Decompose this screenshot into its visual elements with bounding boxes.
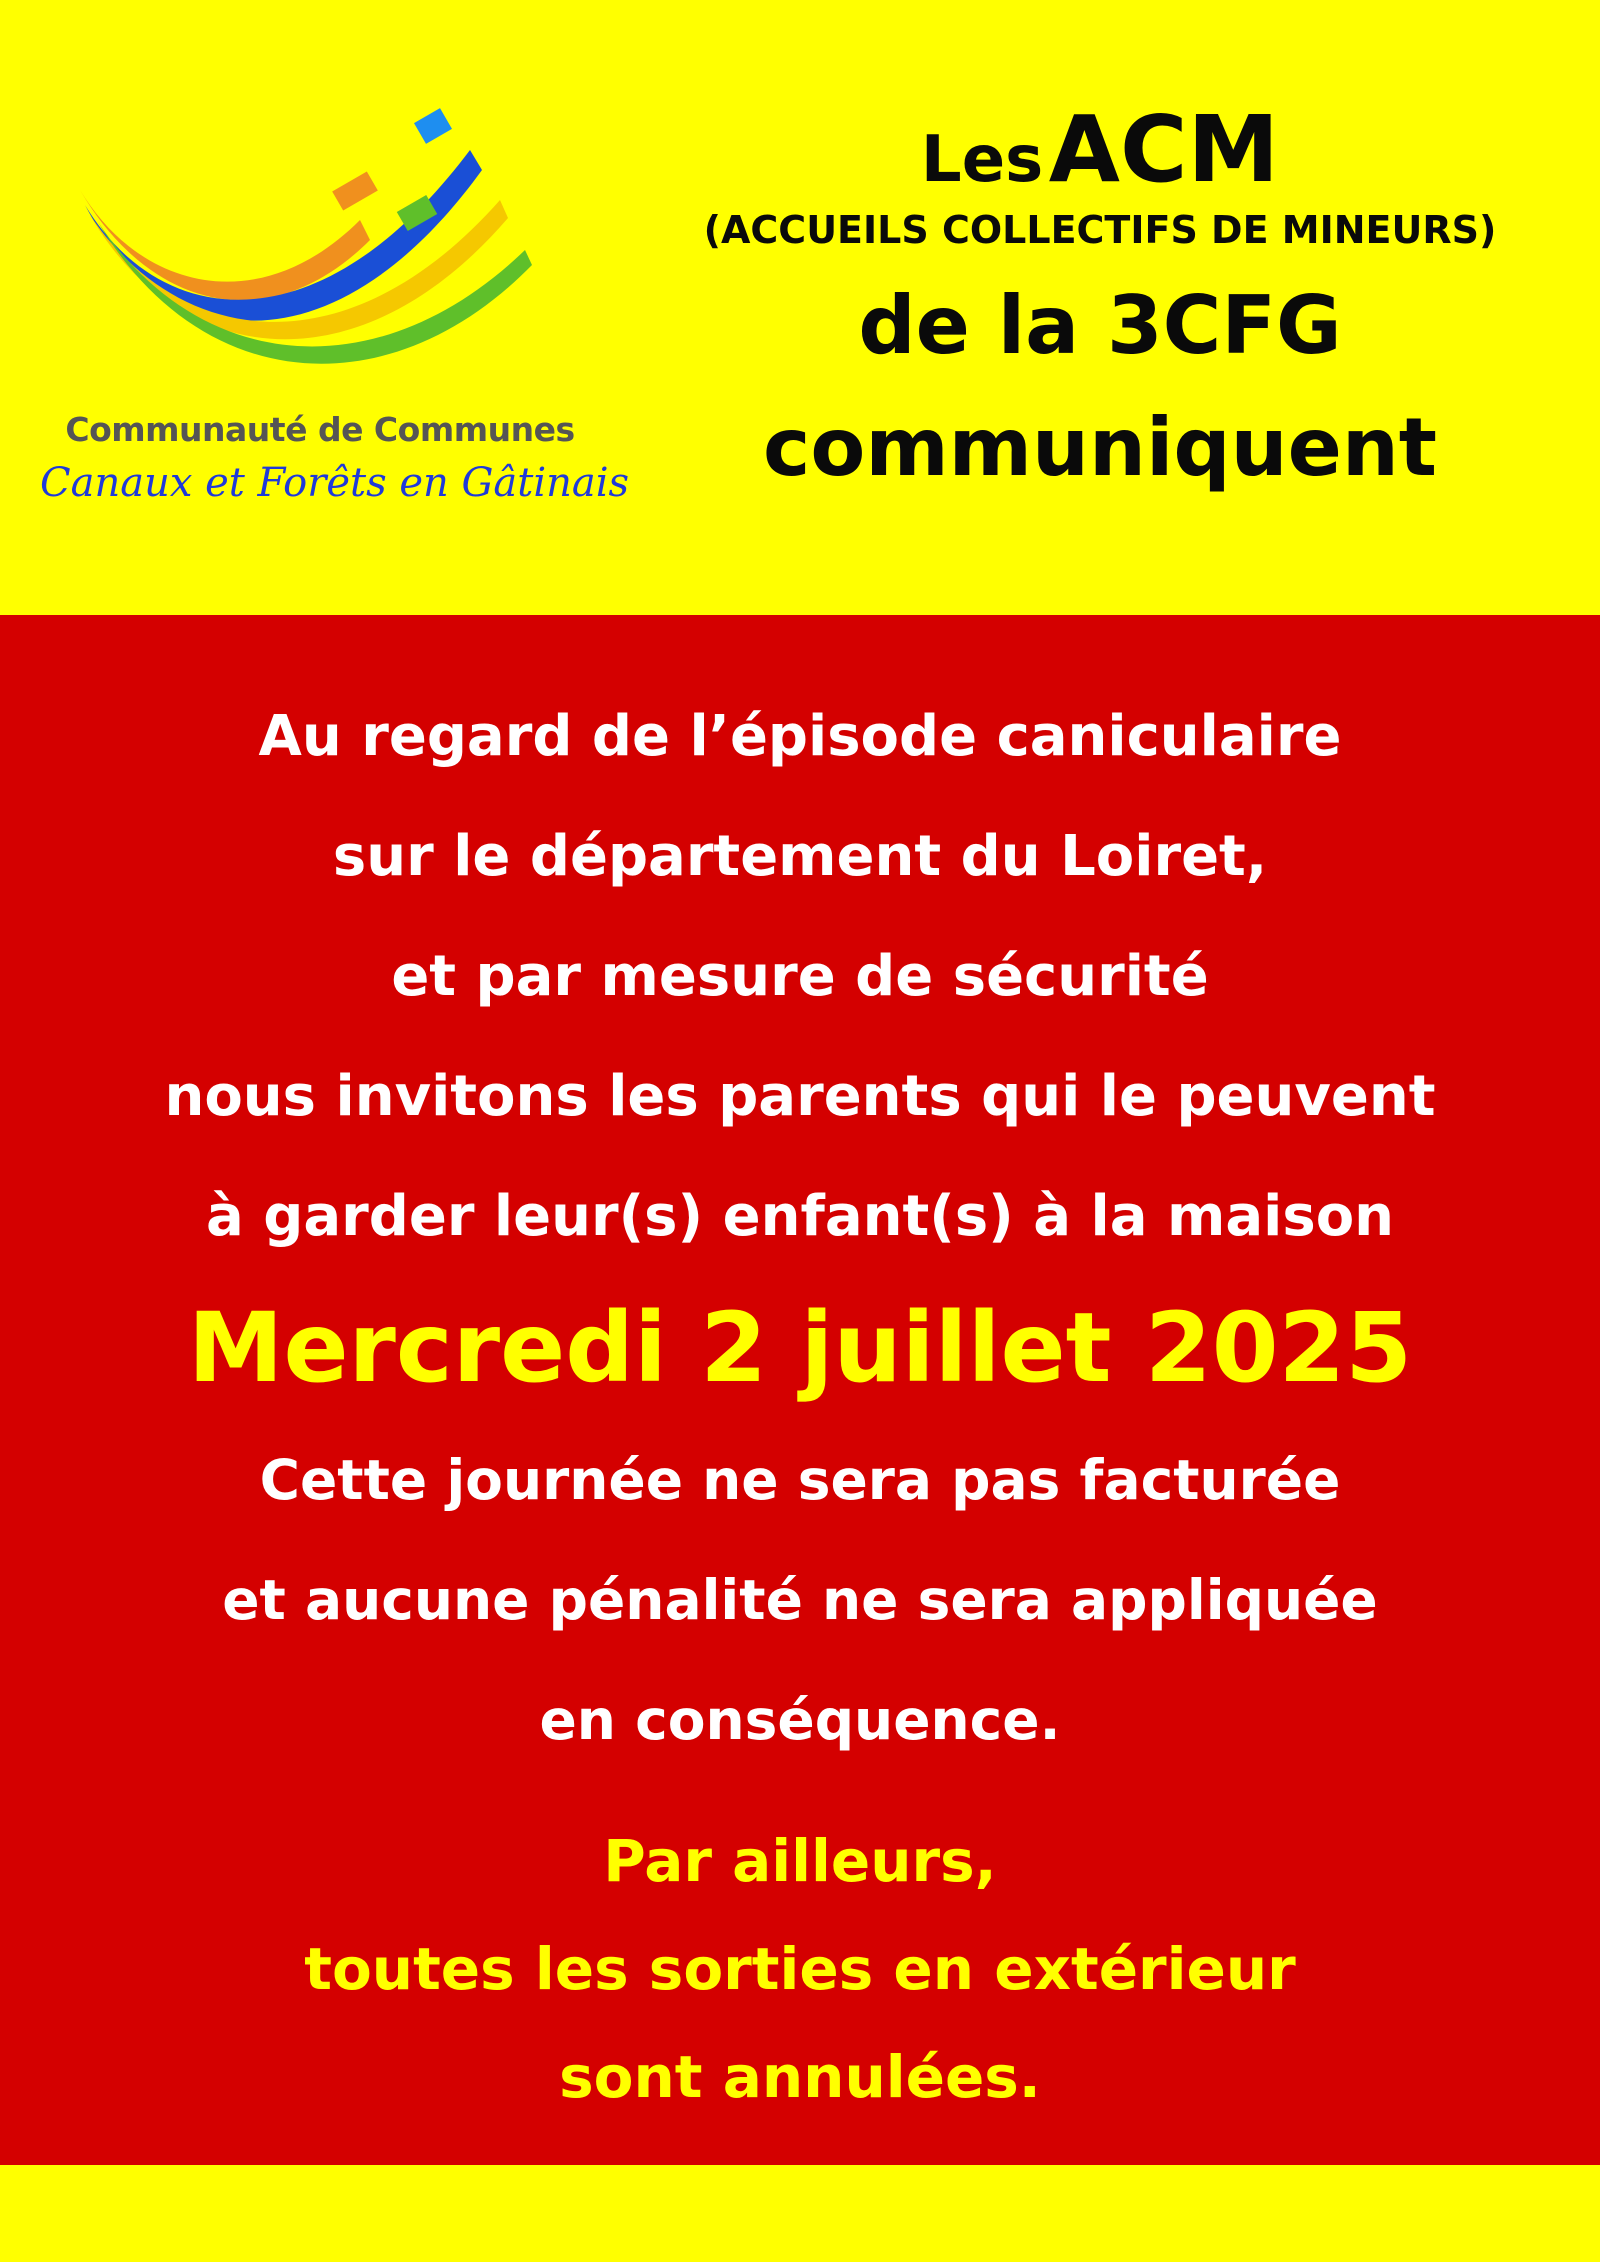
logo-territory-name: Canaux et Forêts en Gâtinais	[40, 460, 630, 506]
intro-line: à garder leur(s) enfant(s) à la maison	[205, 1184, 1395, 1249]
outings-line: toutes les sorties en extérieur	[304, 1935, 1296, 2003]
notice-date: Mercredi 2 juillet 2025	[187, 1292, 1413, 1404]
intro-line: et par mesure de sécurité	[391, 944, 1209, 1009]
logo	[40, 90, 630, 530]
intro-line: Au regard de l’épisode caniculaire	[258, 704, 1342, 769]
footer-band	[0, 2165, 1600, 2262]
logo-organization-name: Communauté de Communes	[65, 410, 575, 449]
title-les: Les	[920, 123, 1044, 197]
notice-band	[0, 615, 1600, 2165]
title-block	[620, 95, 1580, 509]
billing-line: en conséquence.	[539, 1688, 1061, 1752]
outings-line: sont annulées.	[559, 2043, 1041, 2111]
intro-line: nous invitons les parents qui le peuvent	[164, 1064, 1436, 1129]
outings-paragraph	[0, 1807, 1600, 2131]
title-subtitle: (ACCUEILS COLLECTIFS DE MINEURS)	[703, 208, 1497, 252]
title-acm: ACM	[1048, 96, 1280, 203]
billing-paragraph	[0, 1420, 1600, 1780]
intro-paragraph	[0, 677, 1600, 1277]
title-line-4: communiquent	[762, 401, 1438, 494]
title-line-1	[620, 95, 1580, 205]
billing-line: Cette journée ne sera pas facturée	[259, 1448, 1341, 1512]
logo-swoosh-icon	[70, 90, 570, 410]
header-band	[0, 0, 1600, 615]
outings-line: Par ailleurs,	[603, 1827, 997, 1895]
billing-line: et aucune pénalité ne sera appliquée	[222, 1568, 1378, 1632]
intro-line: sur le département du Loiret,	[332, 824, 1268, 889]
title-line-3: de la 3CFG	[858, 279, 1342, 372]
